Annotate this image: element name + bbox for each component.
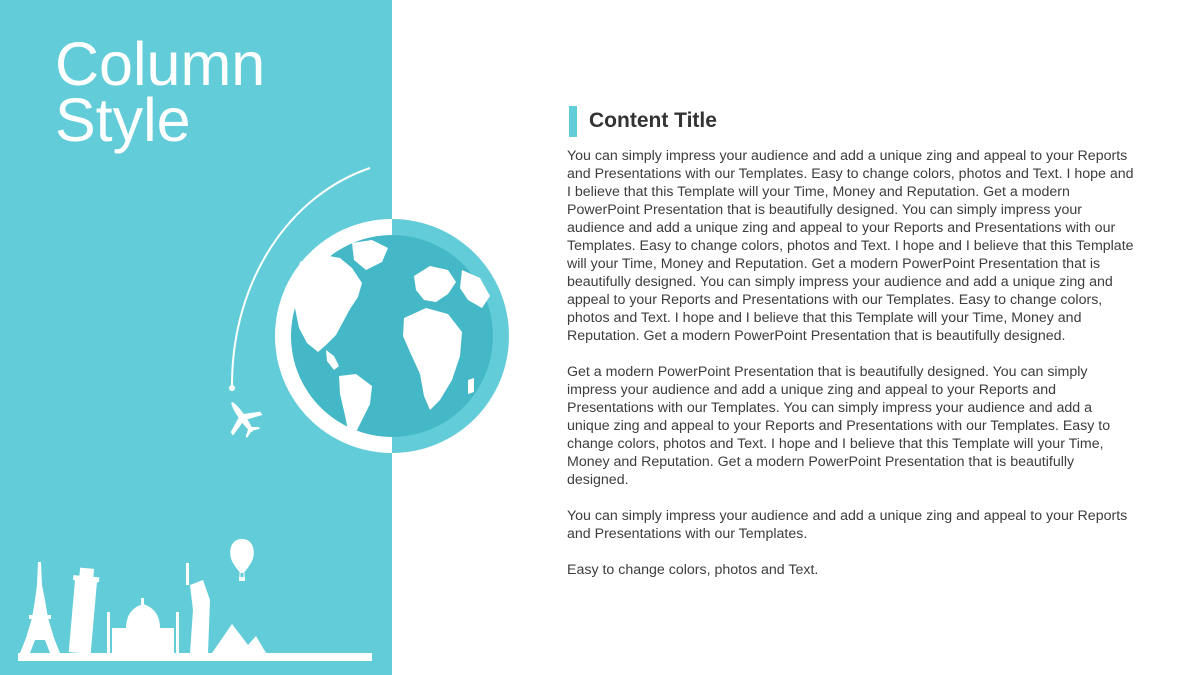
content-column xyxy=(567,104,1137,597)
skyline xyxy=(18,562,372,661)
title-accent-bar xyxy=(569,106,577,137)
paragraph-2: Get a modern PowerPoint Presentation that is beautifully designed. You can simply impress your audience and add a unique zing and appeal to your Reports and Presentations with our Templates. You can simply impress your audience and add a unique zing and appeal to your Reports and Presentations with our Templates. Easy to change colors, photos and Text. I hope and I believe that this Template will your Time, Money and Reputation. Get a modern PowerPoint Presentation that is beautifully designed. xyxy=(567,364,1111,488)
paragraph-3: You can simply impress your audience and add a unique zing and appeal to your Reports and Presentations with our Templates. xyxy=(567,508,1128,542)
slide-title-line-2: Style xyxy=(55,86,191,154)
paragraph-4: Easy to change colors, photos and Text. xyxy=(567,562,819,578)
taj-mahal-icon xyxy=(107,598,179,653)
flight-path-end-dot xyxy=(229,385,235,391)
airplane-icon xyxy=(217,392,268,444)
pyramids-icon xyxy=(212,624,266,653)
leaning-tower-icon xyxy=(67,567,100,654)
content-title-row xyxy=(567,104,1137,138)
paragraph-1: You can simply impress your audience and add a unique zing and appeal to your Reports and Presentations with our Templates. Easy to change colors, photos and Text. I hope and I believe that this Template will your Time, Money and Reputation. Get a modern PowerPoint Presentation that is beautifully designed. You can simply impress your audience and add a unique zing and appeal to your Reports and Presentations with our Templates. Easy to change colors, photos and Text. I hope and I believe that this Template will your Time, Money and Reputation. Get a modern PowerPoint Presentation that is beautifully designed. You can simply impress your audience and add a unique zing and appeal to your Reports and Presentations with our Templates. Easy to change colors, photos and Text. I hope and I believe that this Template will your Time, Money and Reputation. Get a modern PowerPoint Presentation that is beautifully designed. xyxy=(567,148,1134,344)
statue-of-liberty-icon xyxy=(186,563,210,653)
hot-air-balloon-icon xyxy=(230,539,254,581)
eiffel-tower-icon xyxy=(20,562,60,653)
globe-icon xyxy=(275,219,509,453)
content-title: Content Title xyxy=(589,109,717,132)
slide-title-line-1: Column xyxy=(55,30,266,98)
